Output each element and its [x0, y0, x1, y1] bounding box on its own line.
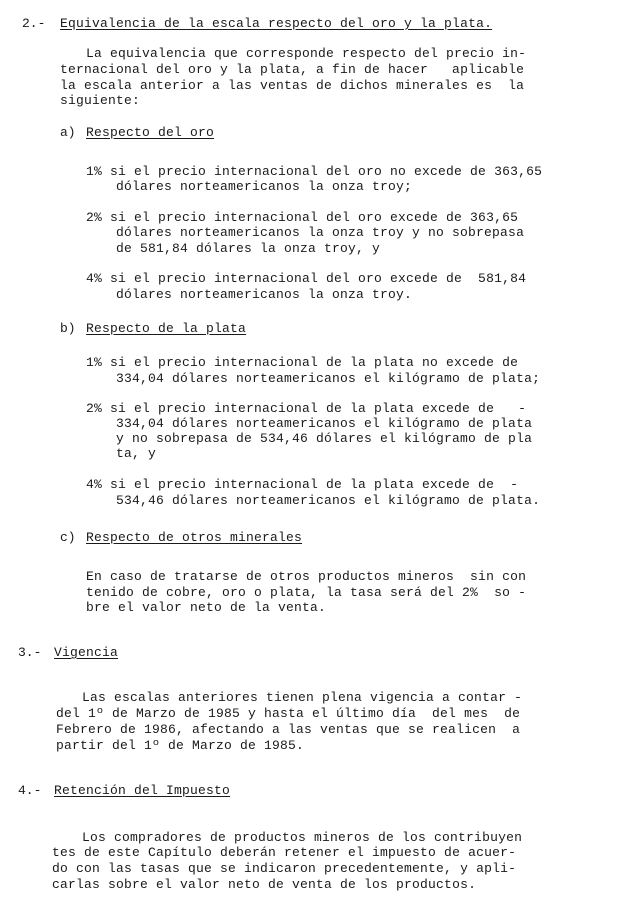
retencion-line: do con las tasas que se indicaron precedentemente, y apli- [52, 861, 517, 876]
section-3-title: Vigencia [54, 645, 119, 660]
silver-item-line: 4% si el precio internacional de la plata excede de - [86, 477, 519, 492]
vigencia-line: partir del 1º de Marzo de 1985. [56, 738, 305, 753]
silver-item-line: 2% si el precio internacional de la plata excede de - [86, 401, 527, 416]
section-3-number: 3.- [18, 645, 42, 660]
gold-item-line: dólares norteamericanos la onza troy y no sobrepasa [116, 225, 525, 240]
gold-item-line: de 581,84 dólares la onza troy, y [116, 241, 381, 256]
gold-item-line: 1% si el precio internacional del oro no excede de 363,65 [86, 164, 543, 179]
gold-item-line: dólares norteamericanos la onza troy; [116, 179, 413, 194]
vigencia-line: Las escalas anteriores tienen plena vigencia a contar - [82, 690, 523, 705]
retencion-line: carlas sobre el valor neto de venta de los productos. [52, 877, 477, 892]
section-2-intro-line: siguiente: [60, 93, 141, 108]
subsection-b-label: b) [60, 321, 76, 336]
section-4-title: Retención del Impuesto [54, 783, 231, 798]
section-2-intro-line: ternacional del oro y la plata, a fin de hacer aplicable [60, 62, 525, 77]
subsection-a-label: a) [60, 125, 76, 140]
silver-item-line: ta, y [116, 446, 157, 461]
subsection-c-title: Respecto de otros minerales [86, 530, 303, 545]
vigencia-line: del 1º de Marzo de 1985 y hasta el último día del mes de [56, 706, 521, 721]
silver-item-line: 534,46 dólares norteamericanos el kilógramo de plata. [116, 493, 541, 508]
gold-item-line: 4% si el precio internacional del oro excede de 581,84 [86, 271, 527, 286]
other-minerals-line: tenido de cobre, oro o plata, la tasa será del 2% so - [86, 585, 527, 600]
gold-item-line: dólares norteamericanos la onza troy. [116, 287, 413, 302]
gold-item-line: 2% si el precio internacional del oro excede de 363,65 [86, 210, 519, 225]
subsection-b-title: Respecto de la plata [86, 321, 247, 336]
retencion-line: Los compradores de productos mineros de los contribuyen [82, 830, 523, 845]
silver-item-line: 1% si el precio internacional de la plata no excede de [86, 355, 519, 370]
silver-item-line: 334,04 dólares norteamericanos el kilógramo de plata [116, 416, 533, 431]
silver-item-line: y no sobrepasa de 534,46 dólares el kilógramo de pla [116, 431, 533, 446]
other-minerals-line: En caso de tratarse de otros productos mineros sin con [86, 569, 527, 584]
retencion-line: tes de este Capítulo deberán retener el impuesto de acuer- [52, 845, 517, 860]
vigencia-line: Febrero de 1986, afectando a las ventas que se realicen a [56, 722, 521, 737]
subsection-c-label: c) [60, 530, 76, 545]
subsection-a-title: Respecto del oro [86, 125, 215, 140]
section-2-intro-line: la escala anterior a las ventas de dichos minerales es la [60, 78, 525, 93]
section-2-title: Equivalencia de la escala respecto del oro y la plata. [60, 16, 493, 31]
section-4-number: 4.- [18, 783, 42, 798]
section-2-intro-line: La equivalencia que corresponde respecto del precio in- [86, 46, 527, 61]
other-minerals-line: bre el valor neto de la venta. [86, 600, 327, 615]
silver-item-line: 334,04 dólares norteamericanos el kilógramo de plata; [116, 371, 541, 386]
section-2-number: 2.- [22, 16, 46, 31]
